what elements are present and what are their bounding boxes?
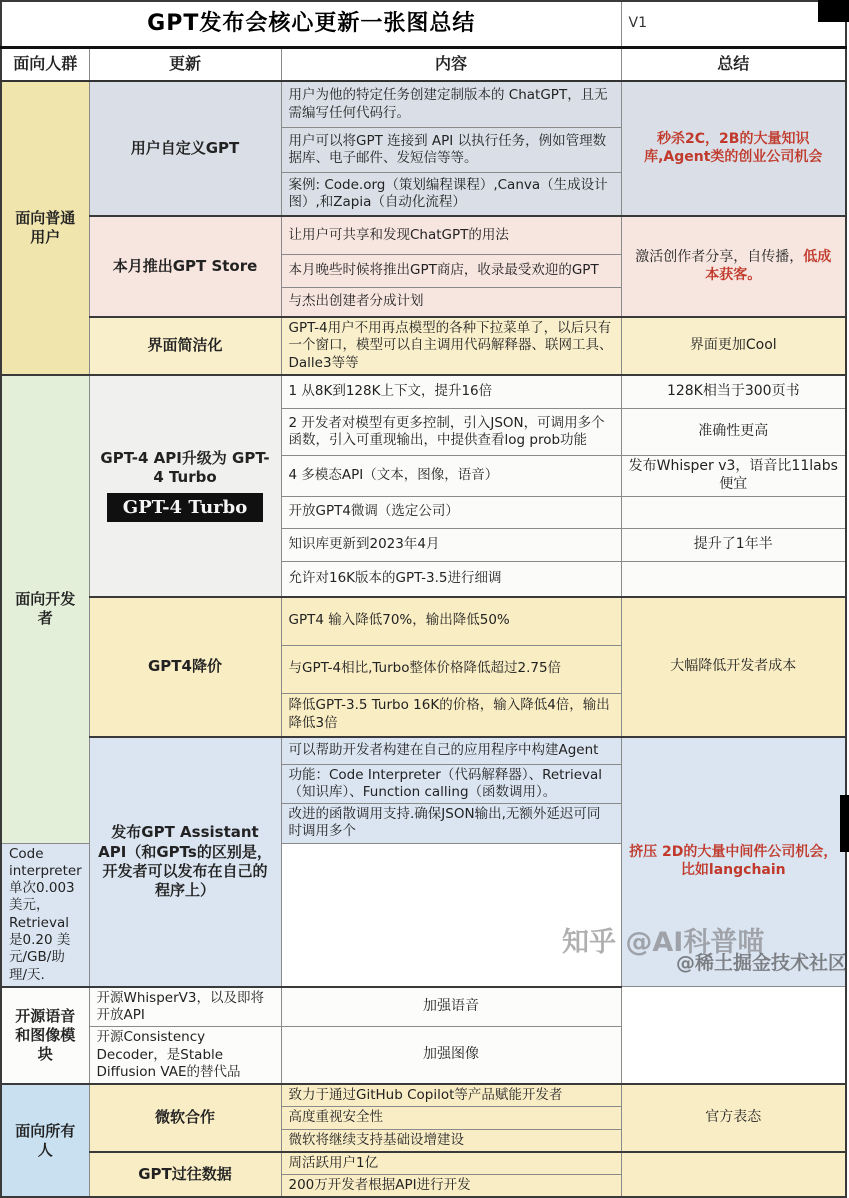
content-cell: 200万开发者根据API进行开发 bbox=[281, 1175, 621, 1198]
summary-ui-simplify: 界面更加Cool bbox=[621, 317, 846, 375]
content-cell: 与杰出创建者分成计划 bbox=[281, 288, 621, 318]
col-header-summary: 总结 bbox=[621, 48, 846, 82]
summary-cell: 提升了1年半 bbox=[621, 528, 846, 561]
black-corner-artifact bbox=[818, 0, 849, 22]
content-cell: 开放GPT4微调（选定公司） bbox=[281, 496, 621, 528]
content-cell: 改进的函散调用支持.确保JSON输出,无额外延迟可同时调用多个 bbox=[281, 804, 621, 844]
summary-price-cut: 大幅降低开发者成本 bbox=[621, 597, 846, 737]
content-cell: 致力于通过GitHub Copilot等产品赋能开发者 bbox=[281, 1084, 621, 1107]
table-row bbox=[1, 987, 846, 1027]
content-cell: 2 开发者对模型有更多控制，引入JSON，可调用多个函数，引入可重现输出，中提供查看log prob功能 bbox=[281, 408, 621, 455]
content-cell: 高度重视安全性 bbox=[281, 1107, 621, 1129]
summary-cell bbox=[621, 561, 846, 597]
content-cell: 案例: Code.org（策划编程课程）,Canva（生成设计图）,和Zapia（自动化流程） bbox=[281, 173, 621, 217]
table-row bbox=[1, 317, 846, 375]
summary-microsoft: 官方表态 bbox=[621, 1084, 846, 1152]
update-gpt-store: 本月推出GPT Store bbox=[89, 216, 281, 317]
table-row bbox=[1, 597, 846, 646]
watermark-juejin: @稀土掘金技术社区 bbox=[676, 952, 848, 974]
black-bar-artifact bbox=[840, 795, 849, 852]
content-cell: 功能：Code Interpreter（代码解释器）、Retrieval（知识库）、Function calling（函数调用）。 bbox=[281, 764, 621, 804]
content-cell: 开源Consistency Decoder，是Stable Diffusion VAE的替代品 bbox=[89, 1027, 281, 1084]
summary-text: 激活创作者分享，自传播， bbox=[635, 248, 804, 265]
content-cell: 可以帮助开发者构建在自己的应用程序中构建Agent bbox=[281, 737, 621, 765]
update-gpt-stats: GPT过往数据 bbox=[89, 1152, 281, 1198]
summary-assistant-api: 挤压 2D的大量中间件公司机会，比如langchain bbox=[621, 737, 846, 987]
summary-cell: 128K相当于300页书 bbox=[621, 375, 846, 409]
col-header-update: 更新 bbox=[89, 48, 281, 82]
summary-cell: 准确性更高 bbox=[621, 408, 846, 455]
summary-cell: 发布Whisper v3，语音比11labs便宜 bbox=[621, 455, 846, 496]
watermark-zhihu: 知乎 @AI科普喵 bbox=[562, 927, 765, 958]
table-row bbox=[1, 1027, 846, 1084]
update-gpt4-price-cut: GPT4降价 bbox=[89, 597, 281, 737]
content-cell: 开源WhisperV3，以及即将开放API bbox=[89, 987, 281, 1027]
content-cell: 用户为他的特定任务创建定制版本的 ChatGPT，且无需编写任何代码行。 bbox=[281, 81, 621, 128]
col-header-content: 内容 bbox=[281, 48, 621, 82]
summary-text-highlight: 低成本获客。 bbox=[705, 248, 832, 283]
title-row bbox=[1, 1, 846, 48]
gpt4-turbo-badge: GPT-4 Turbo bbox=[107, 493, 264, 522]
summary-cell: 加强图像 bbox=[281, 1027, 621, 1084]
summary-cell: 加强语音 bbox=[281, 987, 621, 1027]
content-cell: 1 从8K到128K上下文，提升16倍 bbox=[281, 375, 621, 409]
table-row bbox=[1, 1084, 846, 1107]
content-cell: 本月晚些时候将推出GPT商店，收录最受欢迎的GPT bbox=[281, 255, 621, 288]
version-tag: V1 bbox=[621, 1, 846, 48]
content-cell: 知识库更新到2023年4月 bbox=[281, 528, 621, 561]
summary-gpt-store bbox=[621, 216, 846, 317]
update-open-source-modules: 开源语音和图像模块 bbox=[1, 987, 89, 1084]
content-cell: 允许对16K版本的GPT-3.5进行细调 bbox=[281, 561, 621, 597]
table-row bbox=[1, 81, 846, 128]
content-cell: 周活跃用户1亿 bbox=[281, 1152, 621, 1175]
content-cell: 用户可以将GPT 连接到 API 以执行任务，例如管理数据库、电子邮件、发短信等等。 bbox=[281, 128, 621, 173]
table-row bbox=[1, 737, 846, 765]
audience-general-users: 面向普通用户 bbox=[1, 81, 89, 375]
content-cell: 降低GPT-3.5 Turbo 16K的价格，输入降低4倍，输出降低3倍 bbox=[281, 693, 621, 737]
audience-developers: 面向开发者 bbox=[1, 375, 89, 843]
audience-everyone: 面向所有人 bbox=[1, 1084, 89, 1197]
content-cell: Code interpreter 单次0.003美元，Retrieval 是0.20 美元/GB/助理/天. bbox=[1, 843, 89, 987]
update-assistant-api: 发布GPT Assistant API（和GPTs的区别是，开发者可以发布在自己的程序上） bbox=[89, 737, 281, 987]
table-row bbox=[1, 216, 846, 255]
column-header-row bbox=[1, 48, 846, 82]
page-title: GPT发布会核心更新一张图总结 bbox=[1, 1, 621, 48]
summary-cell bbox=[621, 496, 846, 528]
content-cell: GPT-4用户不用再点模型的各种下拉菜单了，以后只有一个窗口，模型可以自主调用代码解释器、联网工具、Dalle3等等 bbox=[281, 317, 621, 375]
content-cell: 微软将继续支持基础设增建设 bbox=[281, 1129, 621, 1152]
table-row bbox=[1, 375, 846, 409]
content-cell: GPT4 输入降低70%，输出降低50% bbox=[281, 597, 621, 646]
summary-gpt-stats bbox=[621, 1152, 846, 1198]
summary-custom-gpt: 秒杀2C，2B的大量知识库,Agent类的创业公司机会 bbox=[621, 81, 846, 216]
table-row bbox=[1, 1152, 846, 1175]
update-ui-simplify: 界面简洁化 bbox=[89, 317, 281, 375]
update-microsoft: 微软合作 bbox=[89, 1084, 281, 1152]
content-cell: 与GPT-4相比,Turbo整体价格降低超过2.75倍 bbox=[281, 645, 621, 693]
content-cell: 让用户可共享和发现ChatGPT的用法 bbox=[281, 216, 621, 255]
content-cell: 4 多模态API（文本，图像，语音） bbox=[281, 455, 621, 496]
update-gpt4-turbo-label: GPT-4 API升级为 GPT-4 Turbo bbox=[100, 449, 270, 487]
update-custom-gpt: 用户自定义GPT bbox=[89, 81, 281, 216]
col-header-audience: 面向人群 bbox=[1, 48, 89, 82]
update-gpt4-turbo bbox=[89, 375, 281, 597]
